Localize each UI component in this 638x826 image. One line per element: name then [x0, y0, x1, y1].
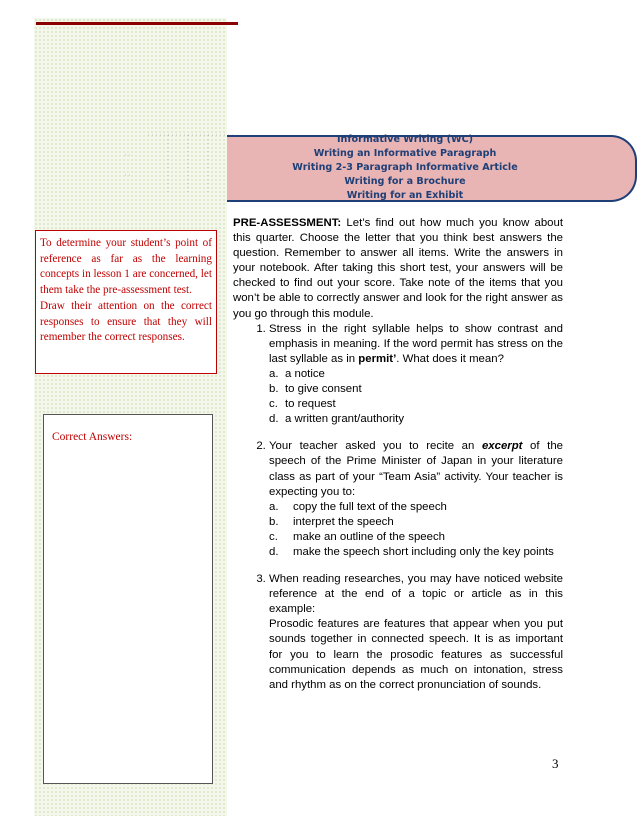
option-text: to give consent	[285, 383, 362, 396]
option-text: interpret the speech	[293, 515, 394, 528]
option-item	[269, 412, 563, 427]
lesson-banner-text	[260, 133, 550, 203]
option-letter: c.	[269, 398, 278, 411]
option-item	[269, 382, 563, 397]
question-item	[269, 572, 563, 693]
stem-emphasis: excerpt	[481, 440, 523, 453]
option-letter: b.	[269, 383, 279, 396]
teacher-note-para: Draw their attention on the correct responses to ensure that they will remember the correct responses.	[40, 299, 212, 344]
question-stem	[269, 439, 563, 499]
banner-line: Writing 2-3 Paragraph Informative Article	[292, 162, 518, 173]
option-letter: d.	[269, 545, 279, 558]
option-text: make an outline of the speech	[293, 530, 445, 543]
teacher-note	[35, 230, 217, 374]
question-stem	[269, 322, 563, 367]
question-example: Prosodic features are features that appear when you put sounds together in connected speech. It is as important for you to learn the prosodic features as successful communication depends as much on intonation, stress and rhythm as on the correct pronunciation of sounds.	[269, 618, 563, 691]
option-item	[269, 530, 563, 545]
stem-emphasis: permit’	[358, 352, 397, 365]
option-list	[269, 367, 563, 427]
correct-answers-box	[43, 414, 213, 784]
option-text: a notice	[285, 367, 325, 380]
option-text: to request	[285, 398, 336, 411]
banner-line: Writing an Informative Paragraph	[313, 148, 497, 159]
stem-text: Stress in the right syllable helps to show contrast and emphasis in meaning. If the word permit has stress on the last syllable as in	[269, 322, 563, 365]
question-item	[269, 322, 563, 428]
option-text: copy the full text of the speech	[293, 500, 447, 513]
teacher-note-para: To determine your student’s point of reference as far as the learning concepts in lesson 1 are concerned, let them take the pre-assessment test.	[40, 237, 212, 297]
pre-assessment-text: Let’s find out how much you know about this quarter. Choose the letter that you think best answers the question. Remember to answer all items. Write the answers in your notebook. After taking this short test, your answers will be checked to find out your score. Take note of the items that you won’t be able to correctly answer and look for the right answer as you go through this module.	[233, 217, 563, 320]
stem-text: Your teacher asked you to recite an	[269, 440, 482, 453]
pre-assessment-intro	[233, 216, 563, 322]
top-rule	[36, 22, 238, 25]
option-item	[269, 397, 563, 412]
banner-line: Informative Writing (WC)	[336, 134, 474, 145]
option-item	[269, 515, 563, 530]
option-item	[269, 367, 563, 382]
option-item	[269, 545, 563, 560]
question-item	[269, 439, 563, 560]
stem-text: . What does it mean?	[396, 352, 504, 365]
option-item	[269, 500, 563, 515]
banner-line: Writing for a Brochure	[344, 176, 466, 187]
option-letter: d.	[269, 413, 279, 426]
pre-assessment-heading: PRE-ASSESSMENT:	[233, 217, 342, 229]
option-letter: a.	[269, 500, 279, 513]
option-letter: a.	[269, 367, 279, 380]
grid-ticks	[120, 133, 235, 198]
option-text: a written grant/authority	[285, 413, 405, 426]
stem-text: of the speech of the Prime Minister of Japan in your literature class as part of your “Team Asia” activity. Your teacher is expecting you to:	[269, 440, 563, 498]
main-content	[233, 216, 563, 705]
page-number: 3	[552, 756, 559, 771]
option-text: make the speech short including only the key points	[293, 545, 554, 558]
option-letter: c.	[269, 530, 278, 543]
option-letter: b.	[269, 515, 279, 528]
correct-answers-label: Correct Answers:	[52, 431, 133, 443]
question-stem: 3. When reading researches, you may have noticed website reference at the end of a topic or article as in this example:	[269, 573, 563, 616]
option-list	[269, 500, 563, 560]
banner-line: Writing for an Exhibit	[346, 190, 464, 201]
question-list	[233, 322, 563, 693]
